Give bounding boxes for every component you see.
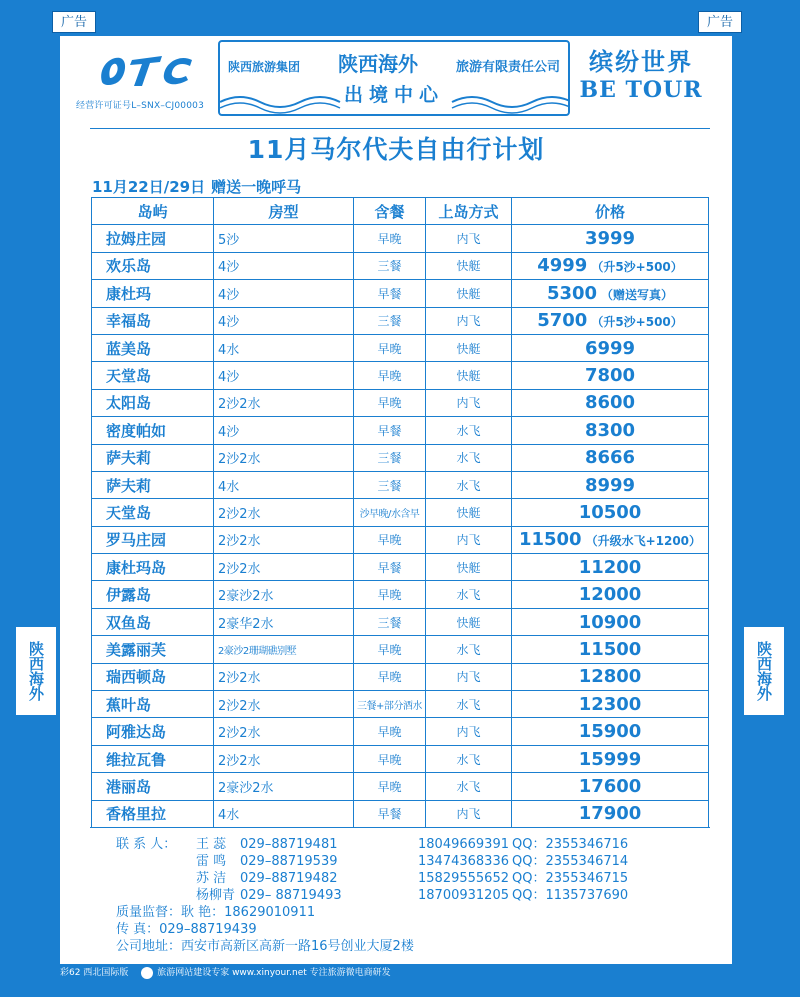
contact-qq: QQ：2355346715 (512, 871, 629, 886)
price-cell (512, 636, 709, 663)
contact-divider (90, 827, 710, 828)
price-value: 4999 (537, 255, 588, 277)
company-info (116, 904, 414, 955)
side-tab-left (14, 625, 58, 717)
transfer-cell: 内飞 (426, 307, 512, 334)
meal-cell: 三餐 (354, 307, 426, 334)
table-row (92, 362, 709, 389)
transfer-cell: 内飞 (426, 663, 512, 690)
island-cell: 美露丽芙 (92, 636, 214, 663)
transfer-cell: 快艇 (426, 554, 512, 581)
right-side-band (732, 0, 800, 997)
meal-cell: 早晚 (354, 225, 426, 252)
slogan-en: BE TOUR (579, 77, 703, 103)
table-row (92, 663, 709, 690)
price-note: （升级水飞+1200） (585, 534, 702, 549)
room-cell: 2豪沙2水 (214, 773, 354, 800)
price-note: （赠送写真） (601, 287, 674, 302)
table-row (92, 745, 709, 772)
transfer-cell: 水飞 (426, 417, 512, 444)
meal-cell: 早餐 (354, 417, 426, 444)
island-cell: 拉姆庄园 (92, 225, 214, 252)
license-number: 经营许可证号L–SNX–CJ00003 (76, 101, 204, 111)
price-cell (512, 608, 709, 635)
company-banner (218, 40, 570, 116)
price-cell (512, 718, 709, 745)
contact-row (116, 870, 676, 887)
table-row (92, 800, 709, 827)
price-value: 10900 (578, 611, 642, 633)
price-cell (512, 280, 709, 307)
footer (60, 965, 732, 979)
transfer-cell: 水飞 (426, 745, 512, 772)
transfer-cell: 快艇 (426, 252, 512, 279)
room-cell: 4沙 (214, 362, 354, 389)
room-cell: 2沙2水 (214, 389, 354, 416)
island-cell: 康杜玛 (92, 280, 214, 307)
price-cell (512, 389, 709, 416)
contact-row (116, 836, 676, 853)
transfer-cell: 内飞 (426, 718, 512, 745)
subtitle-offer: 赠送一晚呼马 (211, 178, 302, 196)
price-cell (512, 307, 709, 334)
contact-phone: 029–88719539 (240, 854, 338, 869)
table-row (92, 444, 709, 471)
meal-cell: 早晚 (354, 362, 426, 389)
price-value: 5300 (546, 282, 598, 304)
island-cell: 双鱼岛 (92, 608, 214, 635)
contact-name: 王 蕊 (196, 837, 227, 852)
island-cell: 天堂岛 (92, 499, 214, 526)
contact-name: 雷 鸣 (196, 854, 227, 869)
price-cell (512, 334, 709, 361)
meal-cell: 早晚 (354, 334, 426, 361)
footer-page: 彩62 西北国际版 (60, 968, 129, 978)
department-name: 出境中心 (343, 84, 444, 106)
price-value: 8666 (584, 447, 636, 469)
contact-row (116, 887, 676, 904)
transfer-cell: 内飞 (426, 800, 512, 827)
group-name: 陕西旅游集团 (228, 60, 301, 74)
meal-cell: 三餐 (354, 444, 426, 471)
room-cell: 2沙2水 (214, 691, 354, 718)
price-value: 7800 (584, 365, 636, 387)
wave-decoration (220, 84, 570, 114)
price-cell (512, 526, 709, 553)
room-cell: 2豪沙2珊瑚礁别墅 (214, 636, 354, 663)
meal-cell: 沙早晚/水含早 (354, 499, 426, 526)
price-cell (512, 225, 709, 252)
company-name: 旅游有限责任公司 (455, 60, 560, 75)
brand-name: 陕西海外 (338, 52, 418, 76)
room-cell: 4沙 (214, 252, 354, 279)
island-cell: 瑞西顿岛 (92, 663, 214, 690)
price-cell (512, 800, 709, 827)
col-header-room: 房型 (214, 198, 354, 225)
transfer-cell: 内飞 (426, 389, 512, 416)
transfer-cell: 水飞 (426, 773, 512, 800)
table-row (92, 526, 709, 553)
contact-qq: QQ：2355346716 (512, 837, 629, 852)
island-cell: 太阳岛 (92, 389, 214, 416)
price-value: 11500 (578, 638, 642, 660)
transfer-cell: 内飞 (426, 225, 512, 252)
left-side-band (0, 0, 60, 997)
island-cell: 蓝美岛 (92, 334, 214, 361)
room-cell: 2沙2水 (214, 499, 354, 526)
meal-cell: 早晚 (354, 526, 426, 553)
price-value: 17900 (578, 803, 642, 825)
table-header-row (92, 198, 709, 225)
meal-cell: 三餐+部分酒水 (354, 691, 426, 718)
price-note: （升5沙+500） (591, 315, 683, 330)
island-cell: 蕉叶岛 (92, 691, 214, 718)
contact-qq: QQ：2355346714 (512, 854, 629, 869)
island-cell: 萨夫莉 (92, 444, 214, 471)
meal-cell: 早餐 (354, 280, 426, 307)
meal-cell: 三餐 (354, 471, 426, 498)
table-row (92, 471, 709, 498)
price-value: 5700 (537, 310, 588, 332)
room-cell: 2豪华2水 (214, 608, 354, 635)
room-cell: 4沙 (214, 307, 354, 334)
price-value: 8300 (584, 419, 636, 441)
meal-cell: 早晚 (354, 581, 426, 608)
price-value: 12300 (578, 693, 642, 715)
contact-mobile: 13474368336 (418, 854, 509, 869)
table-row (92, 581, 709, 608)
island-cell: 香格里拉 (92, 800, 214, 827)
price-cell (512, 444, 709, 471)
table-row (92, 773, 709, 800)
room-cell: 2豪沙2水 (214, 581, 354, 608)
meal-cell: 早晚 (354, 389, 426, 416)
price-cell (512, 773, 709, 800)
company-address: 公司地址：西安市高新区高新一路16号创业大厦2楼 (116, 939, 414, 954)
price-value: 12800 (578, 666, 642, 688)
contact-block (116, 836, 676, 904)
contact-row (116, 853, 676, 870)
table-row (92, 608, 709, 635)
island-cell: 密度帕如 (92, 417, 214, 444)
table-row (92, 389, 709, 416)
globe-icon (141, 967, 153, 979)
table-row (92, 252, 709, 279)
table-row (92, 718, 709, 745)
col-header-island: 岛屿 (92, 198, 214, 225)
slogan-cn: 缤纷世界 (589, 47, 693, 76)
transfer-cell: 水飞 (426, 471, 512, 498)
price-value: 3999 (584, 228, 636, 250)
room-cell: 4水 (214, 471, 354, 498)
meal-cell: 早晚 (354, 745, 426, 772)
table-row (92, 334, 709, 361)
price-note: （升5沙+500） (591, 260, 683, 275)
side-tab-right (742, 625, 786, 717)
meal-cell: 三餐 (354, 608, 426, 635)
price-cell (512, 691, 709, 718)
price-value: 11500 (518, 529, 582, 551)
contact-phone: 029– 88719493 (240, 888, 342, 903)
meal-cell: 早晚 (354, 718, 426, 745)
island-cell: 康杜玛岛 (92, 554, 214, 581)
table-row (92, 225, 709, 252)
ad-label-left: 广告 (52, 11, 96, 33)
transfer-cell: 水飞 (426, 691, 512, 718)
transfer-cell: 快艇 (426, 362, 512, 389)
side-tab-text: 陕西海外 (755, 641, 773, 701)
room-cell: 2沙2水 (214, 444, 354, 471)
fax: 传 真：029–88719439 (116, 922, 257, 937)
price-cell (512, 417, 709, 444)
meal-cell: 早晚 (354, 636, 426, 663)
island-cell: 伊露岛 (92, 581, 214, 608)
footer-ad: 旅游网站建设专家 www.xinyour.net 专注旅游微电商研发 (157, 968, 391, 978)
price-value: 8999 (584, 474, 636, 496)
table-row (92, 499, 709, 526)
price-value: 8600 (584, 392, 636, 414)
transfer-cell: 快艇 (426, 280, 512, 307)
transfer-cell: 快艇 (426, 608, 512, 635)
contact-phone: 029–88719482 (240, 871, 338, 886)
contact-mobile: 18049669391 (418, 837, 509, 852)
room-cell: 4沙 (214, 280, 354, 307)
table-row (92, 307, 709, 334)
table-row (92, 691, 709, 718)
meal-cell: 早餐 (354, 800, 426, 827)
transfer-cell: 水飞 (426, 444, 512, 471)
meal-cell: 早晚 (354, 663, 426, 690)
side-tab-text: 陕西海外 (27, 641, 45, 701)
col-header-price: 价格 (512, 198, 709, 225)
meal-cell: 三餐 (354, 252, 426, 279)
transfer-cell: 快艇 (426, 499, 512, 526)
room-cell: 2沙2水 (214, 526, 354, 553)
room-cell: 4水 (214, 800, 354, 827)
table-row (92, 636, 709, 663)
header (60, 36, 732, 120)
price-cell (512, 581, 709, 608)
ad-label-right: 广告 (698, 11, 742, 33)
brand-slogan (566, 42, 716, 103)
price-table (91, 197, 709, 828)
island-cell: 阿雅达岛 (92, 718, 214, 745)
price-value: 12000 (578, 584, 642, 606)
room-cell: 2沙2水 (214, 745, 354, 772)
table-row (92, 417, 709, 444)
contact-phone: 029–88719481 (240, 837, 338, 852)
price-value: 6999 (584, 337, 636, 359)
title-divider (90, 128, 710, 129)
island-cell: 萨夫莉 (92, 471, 214, 498)
contact-qq: QQ：1135737690 (512, 888, 629, 903)
island-cell: 港丽岛 (92, 773, 214, 800)
price-cell (512, 252, 709, 279)
island-cell: 幸福岛 (92, 307, 214, 334)
contact-name: 苏 洁 (196, 871, 227, 886)
room-cell: 5沙 (214, 225, 354, 252)
price-value: 15900 (578, 721, 642, 743)
price-cell (512, 471, 709, 498)
contact-name: 杨柳青 (196, 888, 236, 903)
price-cell (512, 362, 709, 389)
transfer-cell: 水飞 (426, 581, 512, 608)
price-value: 15999 (578, 748, 642, 770)
price-cell (512, 663, 709, 690)
island-cell: 维拉瓦鲁 (92, 745, 214, 772)
subtitle-date: 11月22日/29日 (92, 178, 206, 196)
page-title: 11月马尔代夫自由行计划 (247, 135, 545, 164)
subtitle (92, 176, 301, 197)
table-row (92, 280, 709, 307)
room-cell: 4沙 (214, 417, 354, 444)
contact-mobile: 15829555652 (418, 871, 509, 886)
price-value: 11200 (578, 556, 642, 578)
price-cell (512, 499, 709, 526)
room-cell: 2沙2水 (214, 718, 354, 745)
room-cell: 2沙2水 (214, 663, 354, 690)
contact-label: 联 系 人： (116, 837, 177, 852)
island-cell: 罗马庄园 (92, 526, 214, 553)
col-header-transfer: 上岛方式 (426, 198, 512, 225)
price-value: 17600 (578, 775, 642, 797)
table-row (92, 554, 709, 581)
price-cell (512, 745, 709, 772)
meal-cell: 早餐 (354, 554, 426, 581)
contact-mobile: 18700931205 (418, 888, 509, 903)
island-cell: 天堂岛 (92, 362, 214, 389)
col-header-meal: 含餐 (354, 198, 426, 225)
room-cell: 4水 (214, 334, 354, 361)
island-cell: 欢乐岛 (92, 252, 214, 279)
quality-supervision: 质量监督：耿 艳：18629010911 (116, 905, 316, 920)
transfer-cell: 快艇 (426, 334, 512, 361)
price-value: 10500 (578, 501, 642, 523)
meal-cell: 早晚 (354, 773, 426, 800)
room-cell: 2沙2水 (214, 554, 354, 581)
transfer-cell: 水飞 (426, 636, 512, 663)
price-cell (512, 554, 709, 581)
transfer-cell: 内飞 (426, 526, 512, 553)
